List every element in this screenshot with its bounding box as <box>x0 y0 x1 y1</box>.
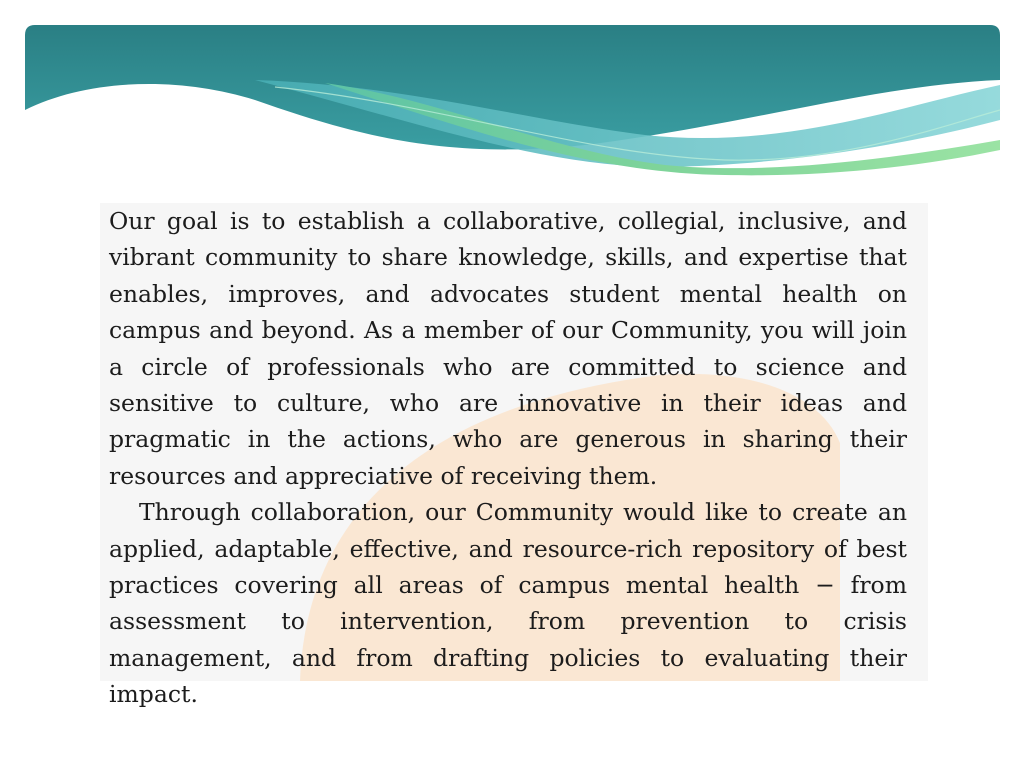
body-text <box>109 203 907 713</box>
paragraph-2: Through collaboration, our Community would like to create an applied, adaptable, effective, and resource-rich repository of best practices covering all areas of campus mental health − from assessment to intervention, from prevention to crisis management, and from drafting policies to evaluating their impact. <box>109 498 907 709</box>
header-wave-banner <box>25 25 1000 185</box>
paragraph-1: Our goal is to establish a collaborative, collegial, inclusive, and vibrant community to share knowledge, skills, and expertise that enables, improves, and advocates student mental health on campus and beyond. As a member of our Community, you will join a circle of professionals who are committed to science and sensitive to culture, who are innovative in their ideas and pragmatic in the actions, who are generous in sharing their resources and appreciative of receiving them. <box>109 207 907 490</box>
quote-text-panel <box>100 203 928 709</box>
